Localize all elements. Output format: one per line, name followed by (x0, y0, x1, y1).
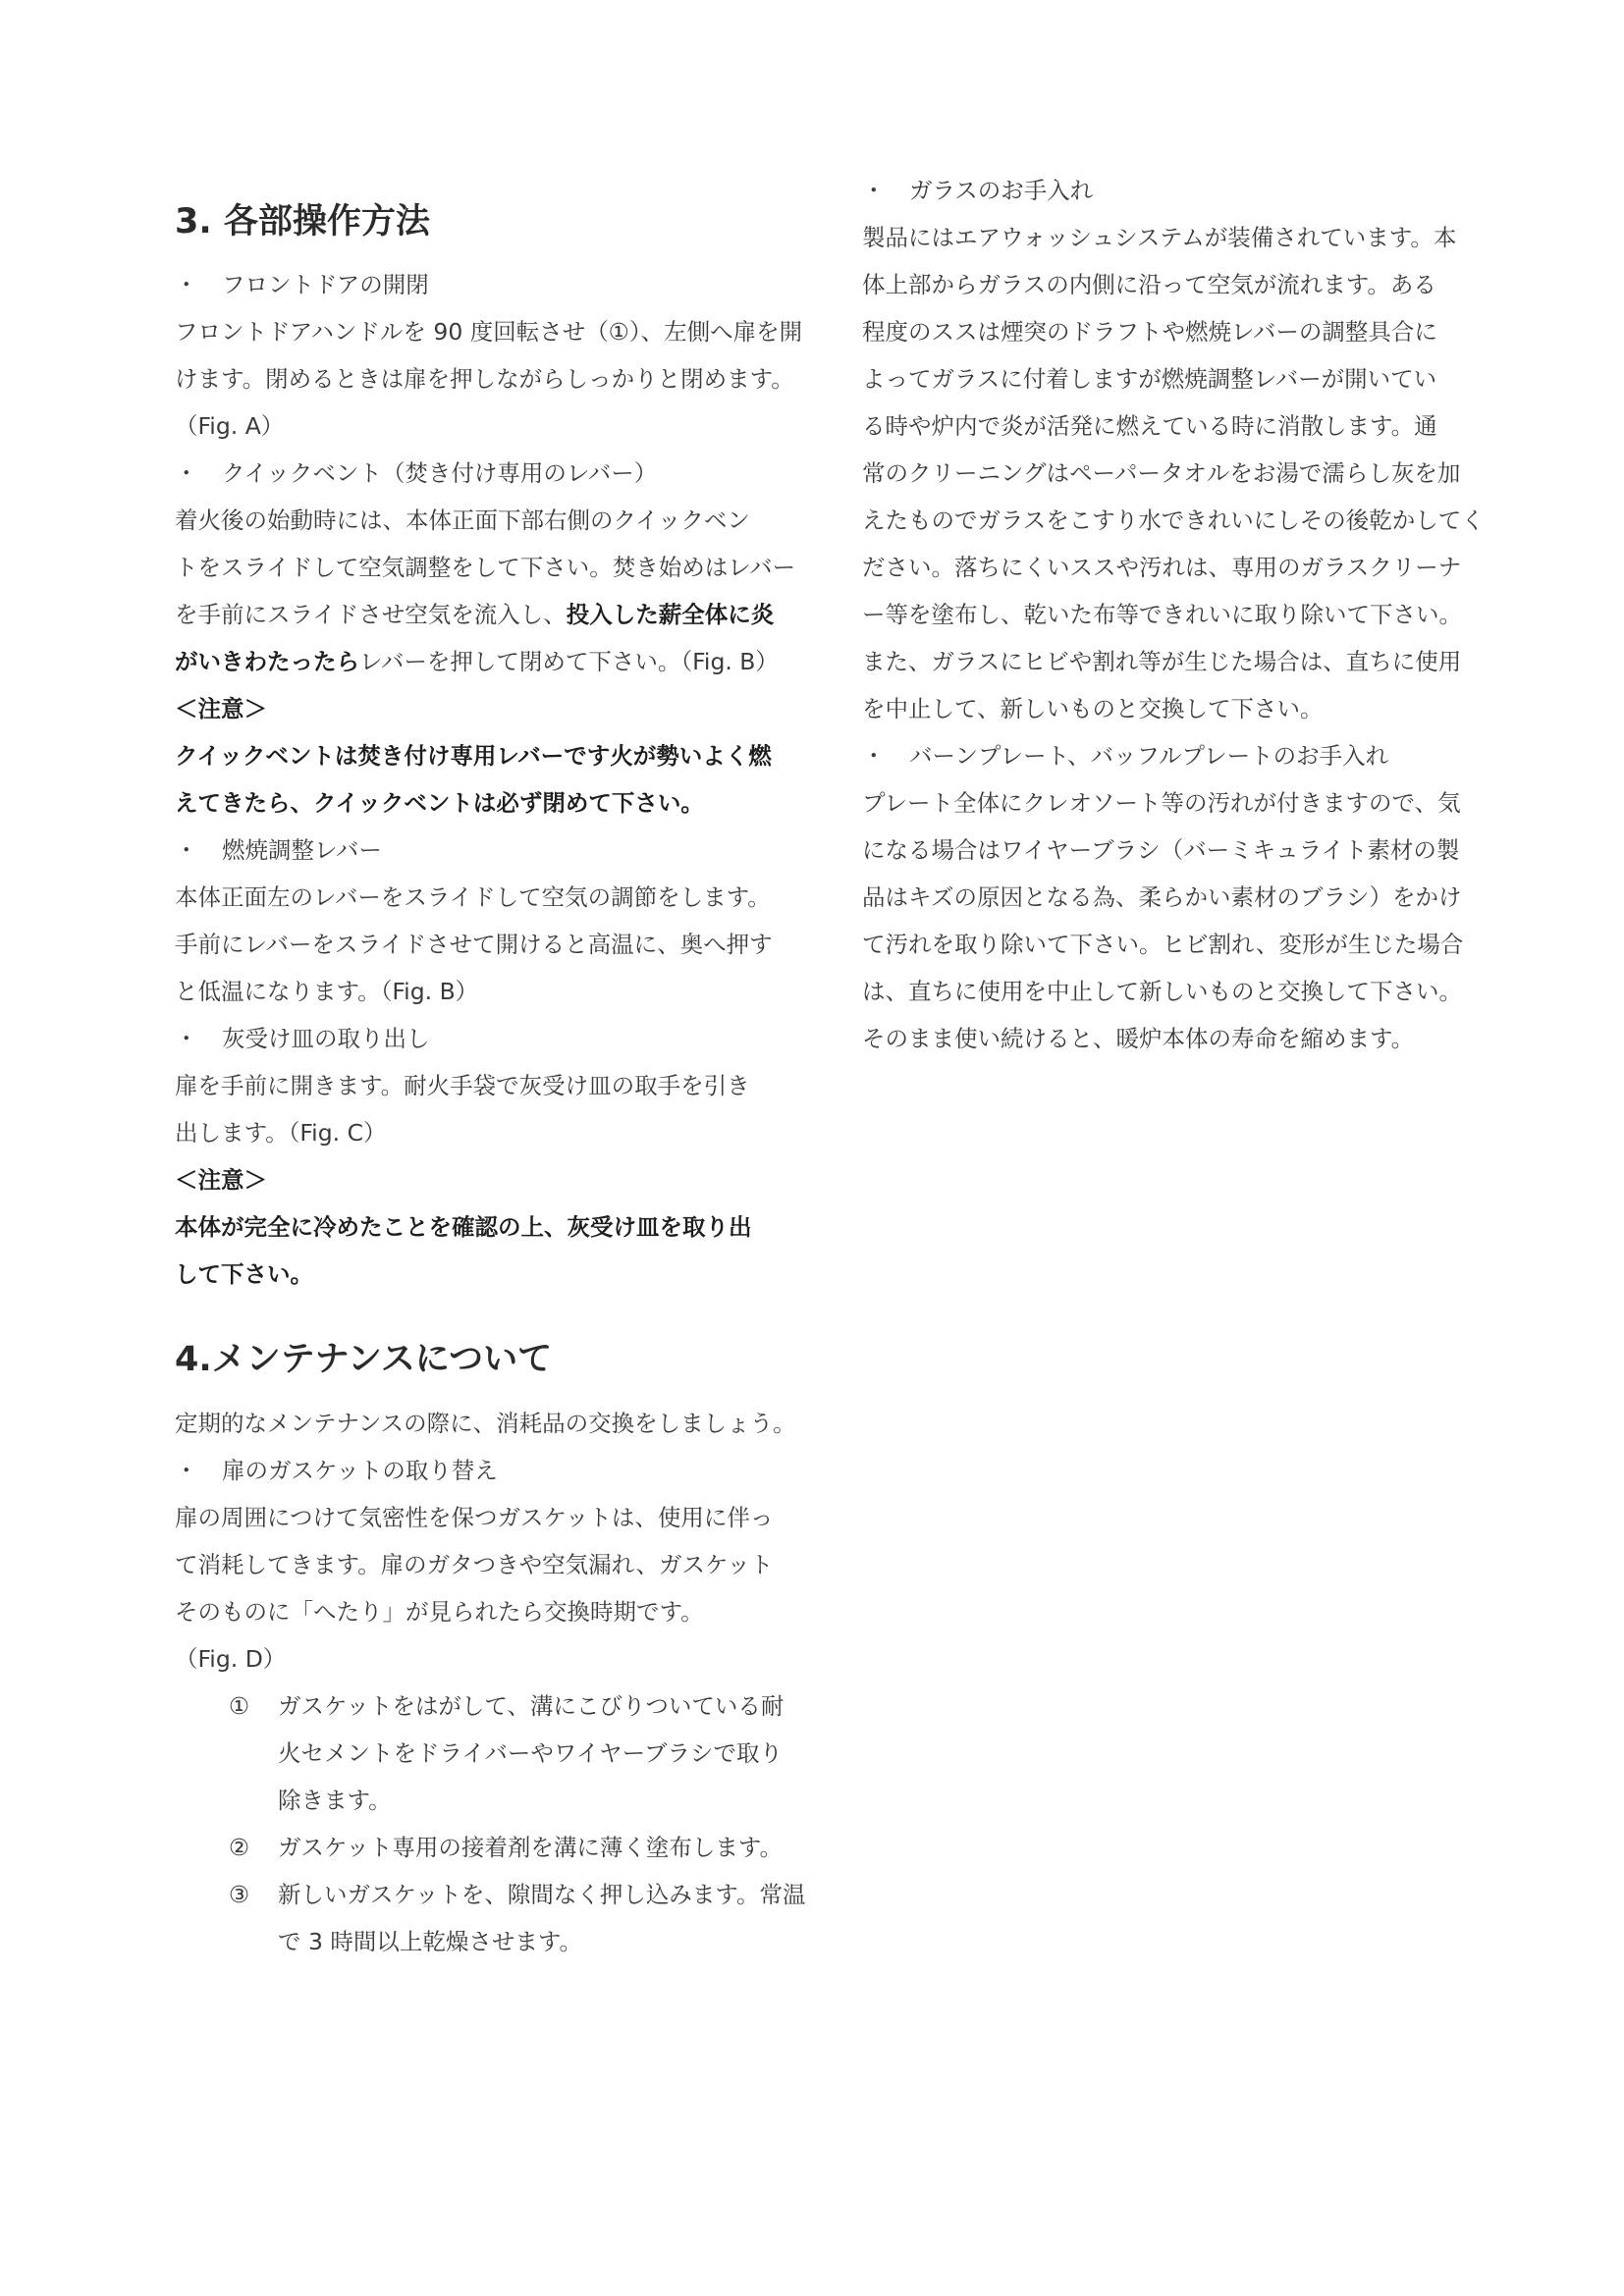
quick-line-1: 着火後の始動時には、本体正面下部右側のクイックベン (175, 507, 750, 534)
step-2-line-1: ガスケット専用の接着剤を溝に薄く塗布します。 (278, 1834, 783, 1861)
bullet: ・ (175, 459, 198, 487)
bullet: ・ (175, 836, 198, 864)
caution-title-1: ＜注意＞ (175, 695, 267, 722)
glass-line-8: ださい。落ちにくいススや汚れは、専用のガラスクリーナ (862, 554, 1462, 581)
quick-line-4: がいきわたったらレバーを押して閉めて下さい。（Fig. B） (175, 648, 779, 675)
glass-line-1: 製品にはエアウォッシュシステムが装備されています。本 (862, 224, 1457, 251)
gasket-line-1: 扉の周囲につけて気密性を保つガスケットは、使用に伴っ (175, 1504, 774, 1531)
step-1-line-1: ガスケットをはがして、溝にこびりついている耐 (278, 1692, 785, 1720)
caution-1-line-2: えてきたら、クイックベントは必ず閉めて下さい。 (175, 789, 704, 817)
section-heading-maintenance: 4.メンテナンスについて (175, 1340, 553, 1379)
plate-line-4: て汚れを取り除いて下さい。ヒビ割れ、変形が生じた場合 (862, 931, 1464, 958)
step-3-line-2: で 3 時間以上乾燥させます。 (278, 1928, 583, 1955)
caution-title-2: ＜注意＞ (175, 1166, 267, 1194)
caution-1-line-1: クイックベントは焚き付け専用レバーです火が勢いよく燃 (175, 742, 772, 770)
glass-line-5: る時や炉内で炎が活発に燃えている時に消散します。通 (862, 412, 1437, 440)
step-number-1: ① (229, 1692, 250, 1720)
quick-line-2: トをスライドして空気調整をして下さい。焚き始めはレバー (175, 554, 796, 581)
step-1-line-3: 除きます。 (278, 1787, 392, 1814)
section-heading-operation: 3. 各部操作方法 (175, 202, 430, 241)
plate-line-6: そのまま使い続けると、暖炉本体の寿命を縮めます。 (862, 1025, 1415, 1052)
burn-line-3: と低温になります。（Fig. B） (175, 978, 479, 1005)
step-3-line-1: 新しいガスケットを、隙間なく押し込みます。常温 (278, 1881, 806, 1908)
ash-line-1: 扉を手前に開きます。耐火手袋で灰受け皿の取手を引き (175, 1072, 750, 1099)
glass-line-2: 体上部からガラスの内側に沿って空気が流れます。ある (862, 271, 1436, 298)
quick-line-3: を手前にスライドさせ空気を流入し、投入した薪全体に炎 (175, 601, 775, 628)
glass-line-7: えたものでガラスをこすり水できれいにしその後乾かしてく (862, 507, 1485, 534)
gasket-line-3: そのものに「へたり」が見られたら交換時期です。 (175, 1598, 704, 1626)
bullet: ・ (175, 1025, 198, 1052)
plate-line-1: プレート全体にクレオソート等の汚れが付きますので、気 (862, 789, 1461, 817)
glass-line-11: を中止して、新しいものと交換して下さい。 (862, 695, 1324, 722)
glass-line-6: 常のクリーニングはペーパータオルをお湯で濡らし灰を加 (862, 459, 1461, 487)
bullet: ・ (175, 1457, 198, 1484)
maintenance-intro: 定期的なメンテナンスの際に、消耗品の交換をしましょう。 (175, 1410, 796, 1437)
plate-line-5: は、直ちに使用を中止して新しいものと交換して下さい。 (862, 978, 1462, 1005)
burn-line-2: 手前にレバーをスライドさせて開けると高温に、奥へ押す (175, 931, 773, 958)
bullet: ・ (175, 271, 198, 298)
bullet: ・ (862, 742, 886, 770)
glass-line-10: また、ガラスにヒビや割れ等が生じた場合は、直ちに使用 (862, 648, 1462, 675)
ash-line-2: 出します。（Fig. C） (175, 1119, 387, 1147)
front-line-3: （Fig. A） (175, 412, 285, 440)
front-line-1: フロントドアハンドルを 90 度回転させ（①）、左側へ扉を開 (175, 318, 803, 346)
plate-line-3: 品はキズの原因となる為、柔らかい素材のブラシ）をかけ (862, 883, 1462, 911)
plate-line-2: になる場合はワイヤーブラシ（バーミキュライト素材の製 (862, 836, 1460, 864)
gasket-line-2: て消耗してきます。扉のガタつきや空気漏れ、ガスケット (175, 1551, 774, 1578)
glass-line-3: 程度のススは煙突のドラフトや燃焼レバーの調整具合に (862, 318, 1437, 346)
glass-line-4: よってガラスに付着しますが燃焼調整レバーが開いてい (862, 365, 1437, 393)
step-number-2: ② (229, 1834, 250, 1861)
bullet: ・ (862, 177, 886, 204)
glass-line-9: ー等を塗布し、乾いた布等できれいに取り除いて下さい。 (862, 601, 1462, 628)
caution-2-line-2: して下さい。 (175, 1260, 313, 1288)
front-line-2: けます。閉めるときは扉を押しながらしっかりと閉めます。 (175, 365, 794, 393)
caution-2-line-1: 本体が完全に冷めたことを確認の上、灰受け皿を取り出 (175, 1213, 752, 1241)
step-number-3: ③ (229, 1881, 250, 1908)
gasket-line-4: （Fig. D） (175, 1645, 287, 1673)
step-1-line-2: 火セメントをドライバーやワイヤーブラシで取り (278, 1739, 783, 1767)
burn-line-1: 本体正面左のレバーをスライドして空気の調節をします。 (175, 883, 771, 911)
